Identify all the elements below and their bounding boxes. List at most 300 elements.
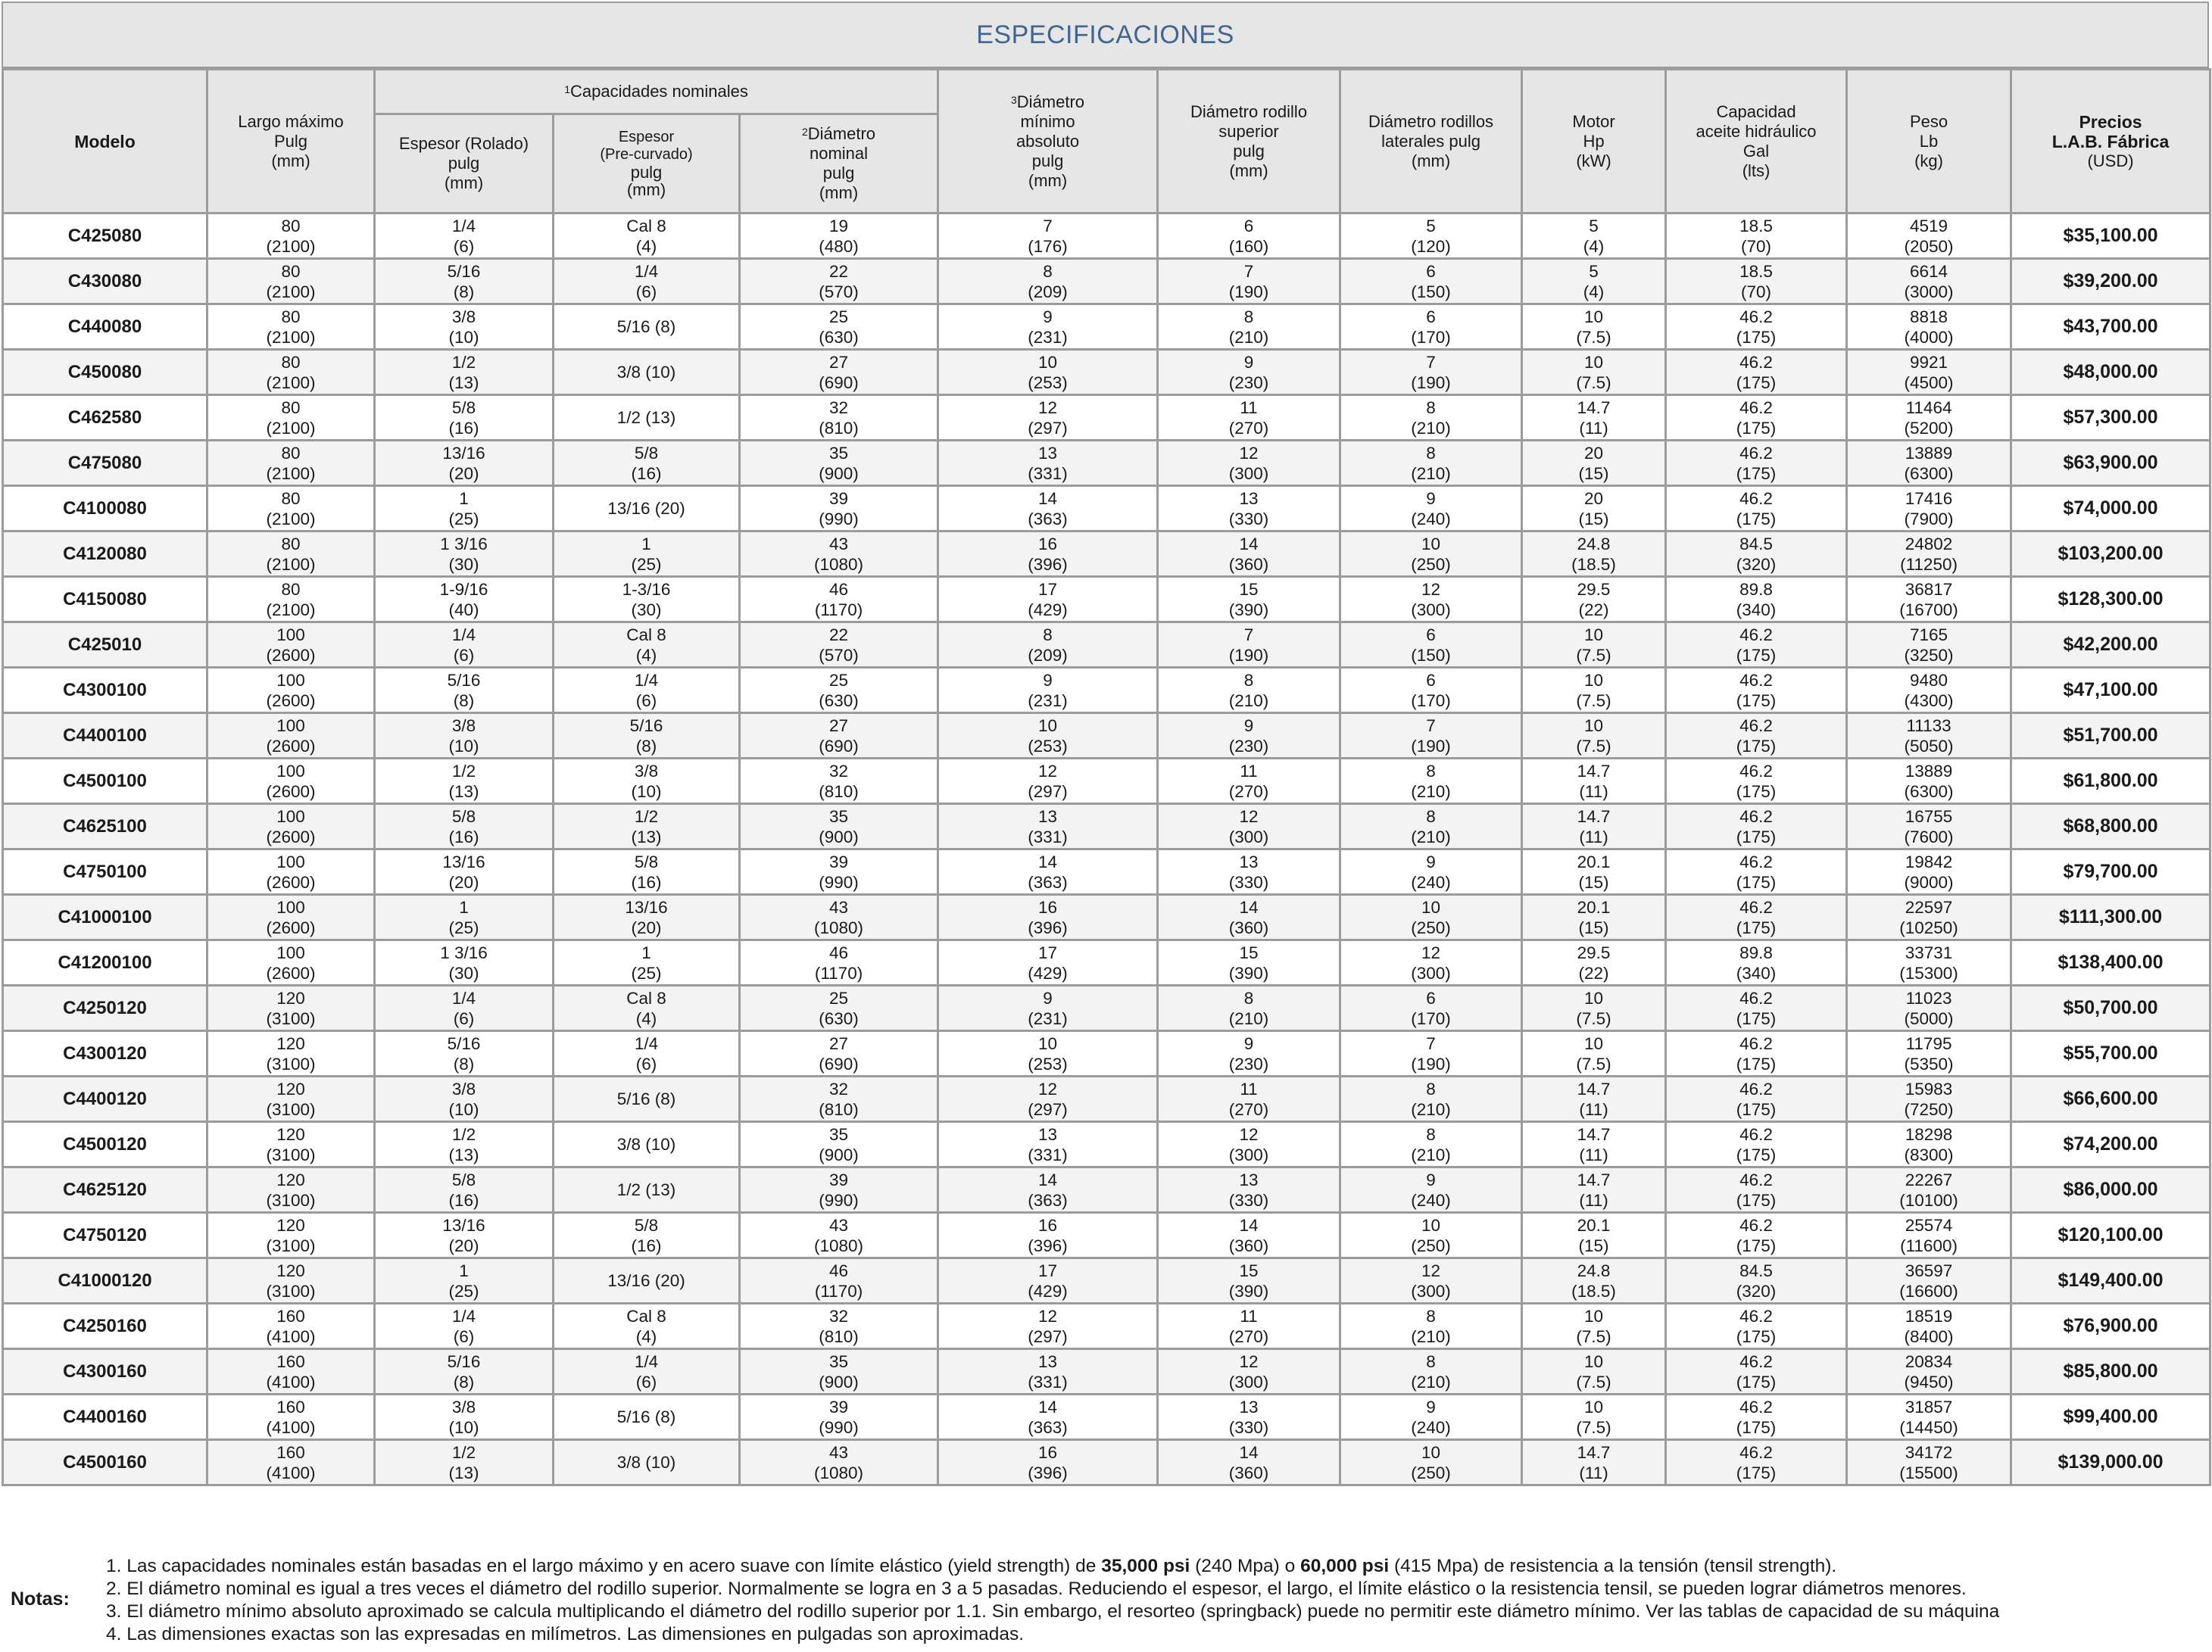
cell-esp-rol: 5/16 (8) (375, 1349, 554, 1395)
cell-aceite: 46.2 (175) (1666, 849, 1847, 895)
cell-aceite: 46.2 (175) (1666, 1304, 1847, 1349)
cell-motor: 10 (7.5) (1522, 304, 1666, 350)
cell-rod-sup: 7 (190) (1158, 259, 1340, 304)
cell-rod-sup: 13 (330) (1158, 1167, 1340, 1213)
cell-aceite: 46.2 (175) (1666, 668, 1847, 713)
cell-precio: $120,100.00 (2011, 1213, 2210, 1258)
cell-motor: 20.1 (15) (1522, 895, 1666, 940)
cell-esp-pre: Cal 8 (4) (554, 214, 740, 259)
cell-rod-sup: 14 (360) (1158, 1440, 1340, 1485)
cell-aceite: 89.8 (340) (1666, 940, 1847, 986)
note-item: 1. Las capacidades nominales están basadas en el largo máximo y en acero suave con límite elástico (yield strength) de 35,000 psi (240 Mpa) o 60,000 psi (415 Mpa) de resistencia a la tensión (tensil strength). (106, 1556, 1837, 1576)
cell-esp-pre: Cal 8 (4) (554, 1304, 740, 1349)
cell-rod-sup: 8 (210) (1158, 304, 1340, 350)
cell-precio: $50,700.00 (2011, 986, 2210, 1031)
cell-rod-lat: 12 (300) (1340, 577, 1522, 622)
cell-motor: 10 (7.5) (1522, 622, 1666, 668)
cell-esp-pre: 5/16 (8) (554, 304, 740, 350)
cell-largo: 120 (3100) (207, 986, 375, 1031)
cell-largo: 160 (4100) (207, 1349, 375, 1395)
table-row (3, 1122, 2210, 1167)
cell-motor: 14.7 (11) (1522, 1077, 1666, 1122)
cell-esp-rol: 1/2 (13) (375, 759, 554, 804)
cell-esp-rol: 5/8 (16) (375, 1167, 554, 1213)
cell-diam-nom: 39 (990) (740, 849, 938, 895)
cell-aceite: 46.2 (175) (1666, 1122, 1847, 1167)
header-diametro-minimo: $^3$Diámetro mínimo absoluto pulg (mm) (938, 70, 1158, 214)
cell-aceite: 84.5 (320) (1666, 1258, 1847, 1304)
cell-rod-lat: 10 (250) (1340, 1213, 1522, 1258)
cell-diam-min: 9 (231) (938, 304, 1158, 350)
cell-esp-rol: 5/16 (8) (375, 259, 554, 304)
cell-motor: 10 (7.5) (1522, 350, 1666, 395)
cell-esp-pre: 1/4 (6) (554, 1349, 740, 1395)
cell-precio: $103,200.00 (2011, 531, 2210, 577)
cell-diam-min: 10 (253) (938, 713, 1158, 759)
cell-largo: 80 (2100) (207, 350, 375, 395)
cell-aceite: 46.2 (175) (1666, 1031, 1847, 1077)
cell-peso: 6614 (3000) (1847, 259, 2011, 304)
cell-largo: 100 (2600) (207, 895, 375, 940)
note-item: 4. Las dimensiones exactas son las expresadas en milímetros. Las dimensiones en pulgadas son aproximadas. (106, 1624, 1025, 1644)
cell-rod-lat: 5 (120) (1340, 214, 1522, 259)
cell-largo: 120 (3100) (207, 1031, 375, 1077)
cell-precio: $85,800.00 (2011, 1349, 2210, 1395)
cell-modelo: C41200100 (3, 940, 207, 986)
cell-motor: 20.1 (15) (1522, 849, 1666, 895)
cell-rod-sup: 13 (330) (1158, 486, 1340, 531)
cell-peso: 18519 (8400) (1847, 1304, 2011, 1349)
cell-rod-lat: 10 (250) (1340, 895, 1522, 940)
cell-diam-nom: 25 (630) (740, 668, 938, 713)
cell-diam-min: 9 (231) (938, 668, 1158, 713)
cell-esp-rol: 1 (25) (375, 1258, 554, 1304)
cell-largo: 120 (3100) (207, 1167, 375, 1213)
cell-esp-rol: 1/4 (6) (375, 1304, 554, 1349)
cell-rod-lat: 8 (210) (1340, 759, 1522, 804)
cell-largo: 80 (2100) (207, 259, 375, 304)
cell-aceite: 46.2 (175) (1666, 986, 1847, 1031)
cell-motor: 14.7 (11) (1522, 1440, 1666, 1485)
cell-esp-pre: 3/8 (10) (554, 1440, 740, 1485)
cell-aceite: 46.2 (175) (1666, 304, 1847, 350)
cell-largo: 160 (4100) (207, 1304, 375, 1349)
cell-rod-lat: 6 (150) (1340, 622, 1522, 668)
cell-peso: 11464 (5200) (1847, 395, 2011, 441)
cell-esp-pre: 1 (25) (554, 940, 740, 986)
specifications-table (2, 68, 2211, 1486)
cell-aceite: 46.2 (175) (1666, 1349, 1847, 1395)
cell-aceite: 18.5 (70) (1666, 259, 1847, 304)
cell-rod-sup: 6 (160) (1158, 214, 1340, 259)
cell-esp-pre: 1/2 (13) (554, 804, 740, 849)
note-item: 3. El diámetro mínimo absoluto aproximado se calcula multiplicando el diámetro del rodillo superior por 1.1. Sin embargo, el resorteo (springback) puede no permitir este diámetro mínimo. Ver las tablas de capacidad de su máquina (106, 1601, 2000, 1622)
cell-diam-nom: 32 (810) (740, 759, 938, 804)
table-row (3, 849, 2210, 895)
cell-rod-sup: 9 (230) (1158, 1031, 1340, 1077)
cell-rod-lat: 6 (150) (1340, 259, 1522, 304)
cell-diam-nom: 39 (990) (740, 1395, 938, 1440)
cell-rod-lat: 6 (170) (1340, 304, 1522, 350)
table-row (3, 759, 2210, 804)
cell-esp-rol: 5/8 (16) (375, 395, 554, 441)
table-row (3, 486, 2210, 531)
cell-diam-nom: 19 (480) (740, 214, 938, 259)
page-title: ESPECIFICACIONES (976, 20, 1234, 49)
cell-peso: 25574 (11600) (1847, 1213, 2011, 1258)
cell-precio: $68,800.00 (2011, 804, 2210, 849)
cell-diam-min: 8 (209) (938, 259, 1158, 304)
cell-diam-min: 10 (253) (938, 1031, 1158, 1077)
cell-modelo: C4500100 (3, 759, 207, 804)
cell-peso: 31857 (14450) (1847, 1395, 2011, 1440)
cell-esp-rol: 1/4 (6) (375, 214, 554, 259)
cell-diam-min: 13 (331) (938, 1349, 1158, 1395)
cell-motor: 10 (7.5) (1522, 1031, 1666, 1077)
cell-motor: 20 (15) (1522, 441, 1666, 486)
cell-esp-pre: 3/8 (10) (554, 350, 740, 395)
cell-rod-sup: 13 (330) (1158, 1395, 1340, 1440)
cell-modelo: C4400100 (3, 713, 207, 759)
cell-diam-nom: 46 (1170) (740, 1258, 938, 1304)
cell-esp-rol: 5/16 (8) (375, 1031, 554, 1077)
cell-largo: 120 (3100) (207, 1258, 375, 1304)
cell-rod-sup: 9 (230) (1158, 350, 1340, 395)
cell-motor: 14.7 (11) (1522, 1167, 1666, 1213)
table-row (3, 259, 2210, 304)
cell-rod-sup: 9 (230) (1158, 713, 1340, 759)
cell-rod-lat: 6 (170) (1340, 668, 1522, 713)
cell-rod-lat: 8 (210) (1340, 1349, 1522, 1395)
cell-peso: 33731 (15300) (1847, 940, 2011, 986)
cell-rod-lat: 8 (210) (1340, 395, 1522, 441)
cell-aceite: 46.2 (175) (1666, 622, 1847, 668)
cell-diam-nom: 22 (570) (740, 622, 938, 668)
cell-aceite: 46.2 (175) (1666, 1395, 1847, 1440)
cell-rod-lat: 9 (240) (1340, 1167, 1522, 1213)
cell-aceite: 46.2 (175) (1666, 1077, 1847, 1122)
cell-esp-pre: 5/8 (16) (554, 441, 740, 486)
cell-precio: $79,700.00 (2011, 849, 2210, 895)
table-row (3, 1167, 2210, 1213)
cell-modelo: C462580 (3, 395, 207, 441)
cell-precio: $111,300.00 (2011, 895, 2210, 940)
cell-diam-min: 14 (363) (938, 849, 1158, 895)
cell-modelo: C4750120 (3, 1213, 207, 1258)
cell-peso: 7165 (3250) (1847, 622, 2011, 668)
cell-diam-nom: 43 (1080) (740, 1440, 938, 1485)
cell-esp-pre: 3/8 (10) (554, 759, 740, 804)
cell-diam-min: 12 (297) (938, 1304, 1158, 1349)
header-aceite: Capacidad aceite hidráulico Gal (lts) (1666, 70, 1847, 214)
cell-rod-lat: 9 (240) (1340, 849, 1522, 895)
table-row (3, 622, 2210, 668)
cell-precio: $61,800.00 (2011, 759, 2210, 804)
cell-diam-min: 16 (396) (938, 1440, 1158, 1485)
cell-motor: 29.5 (22) (1522, 940, 1666, 986)
cell-peso: 13889 (6300) (1847, 441, 2011, 486)
cell-motor: 14.7 (11) (1522, 1122, 1666, 1167)
cell-rod-lat: 8 (210) (1340, 1122, 1522, 1167)
cell-modelo: C4250160 (3, 1304, 207, 1349)
cell-diam-min: 14 (363) (938, 486, 1158, 531)
cell-diam-nom: 32 (810) (740, 1304, 938, 1349)
cell-peso: 8818 (4000) (1847, 304, 2011, 350)
table-row (3, 713, 2210, 759)
cell-rod-lat: 8 (210) (1340, 1077, 1522, 1122)
cell-modelo: C425010 (3, 622, 207, 668)
cell-rod-sup: 8 (210) (1158, 986, 1340, 1031)
cell-peso: 17416 (7900) (1847, 486, 2011, 531)
table-row (3, 1440, 2210, 1485)
cell-precio: $138,400.00 (2011, 940, 2210, 986)
cell-largo: 160 (4100) (207, 1395, 375, 1440)
cell-rod-sup: 15 (390) (1158, 940, 1340, 986)
cell-esp-pre: 1/4 (6) (554, 1031, 740, 1077)
cell-diam-nom: 22 (570) (740, 259, 938, 304)
cell-diam-min: 12 (297) (938, 759, 1158, 804)
cell-largo: 80 (2100) (207, 577, 375, 622)
cell-esp-pre: 3/8 (10) (554, 1122, 740, 1167)
cell-diam-nom: 27 (690) (740, 350, 938, 395)
cell-esp-pre: 13/16 (20) (554, 895, 740, 940)
cell-diam-nom: 27 (690) (740, 1031, 938, 1077)
header-espesor-precurvado: Espesor (Pre-curvado) pulg (mm) (554, 114, 740, 214)
cell-rod-sup: 11 (270) (1158, 395, 1340, 441)
cell-motor: 10 (7.5) (1522, 713, 1666, 759)
cell-esp-rol: 1 3/16 (30) (375, 531, 554, 577)
cell-diam-nom: 39 (990) (740, 486, 938, 531)
cell-esp-pre: 1/4 (6) (554, 668, 740, 713)
cell-esp-pre: 5/8 (16) (554, 1213, 740, 1258)
cell-precio: $149,400.00 (2011, 1258, 2210, 1304)
cell-modelo: C430080 (3, 259, 207, 304)
cell-precio: $128,300.00 (2011, 577, 2210, 622)
cell-diam-min: 13 (331) (938, 804, 1158, 849)
cell-motor: 10 (7.5) (1522, 986, 1666, 1031)
notes-section (0, 1549, 2212, 1652)
cell-aceite: 46.2 (175) (1666, 486, 1847, 531)
cell-largo: 120 (3100) (207, 1213, 375, 1258)
cell-aceite: 46.2 (175) (1666, 895, 1847, 940)
cell-diam-nom: 32 (810) (740, 395, 938, 441)
cell-esp-rol: 1 3/16 (30) (375, 940, 554, 986)
cell-esp-pre: 13/16 (20) (554, 1258, 740, 1304)
cell-diam-min: 8 (209) (938, 622, 1158, 668)
cell-modelo: C4400160 (3, 1395, 207, 1440)
cell-diam-nom: 43 (1080) (740, 895, 938, 940)
table-row (3, 1258, 2210, 1304)
cell-rod-sup: 14 (360) (1158, 895, 1340, 940)
cell-modelo: C4300160 (3, 1349, 207, 1395)
cell-rod-sup: 12 (300) (1158, 1349, 1340, 1395)
cell-diam-nom: 39 (990) (740, 1167, 938, 1213)
cell-precio: $42,200.00 (2011, 622, 2210, 668)
cell-motor: 14.7 (11) (1522, 804, 1666, 849)
table-row (3, 441, 2210, 486)
cell-largo: 80 (2100) (207, 304, 375, 350)
cell-diam-nom: 43 (1080) (740, 1213, 938, 1258)
cell-motor: 24.8 (18.5) (1522, 1258, 1666, 1304)
cell-largo: 120 (3100) (207, 1077, 375, 1122)
cell-largo: 100 (2600) (207, 849, 375, 895)
cell-motor: 5 (4) (1522, 259, 1666, 304)
cell-diam-min: 16 (396) (938, 895, 1158, 940)
cell-motor: 20 (15) (1522, 486, 1666, 531)
cell-aceite: 46.2 (175) (1666, 1167, 1847, 1213)
cell-modelo: C4500160 (3, 1440, 207, 1485)
cell-precio: $43,700.00 (2011, 304, 2210, 350)
cell-esp-rol: 13/16 (20) (375, 849, 554, 895)
cell-esp-rol: 3/8 (10) (375, 304, 554, 350)
cell-peso: 36817 (16700) (1847, 577, 2011, 622)
cell-esp-rol: 13/16 (20) (375, 441, 554, 486)
cell-modelo: C4625120 (3, 1167, 207, 1213)
notes-list (106, 1555, 1999, 1646)
cell-rod-sup: 15 (390) (1158, 1258, 1340, 1304)
cell-diam-min: 12 (297) (938, 395, 1158, 441)
cell-aceite: 18.5 (70) (1666, 214, 1847, 259)
cell-esp-pre: 13/16 (20) (554, 486, 740, 531)
cell-esp-pre: 1/4 (6) (554, 259, 740, 304)
cell-diam-nom: 25 (630) (740, 304, 938, 350)
cell-modelo: C4120080 (3, 531, 207, 577)
cell-motor: 29.5 (22) (1522, 577, 1666, 622)
cell-diam-nom: 27 (690) (740, 713, 938, 759)
cell-rod-lat: 6 (170) (1340, 986, 1522, 1031)
cell-peso: 13889 (6300) (1847, 759, 2011, 804)
cell-aceite: 46.2 (175) (1666, 804, 1847, 849)
table-header (3, 70, 2210, 214)
cell-diam-min: 9 (231) (938, 986, 1158, 1031)
cell-largo: 80 (2100) (207, 486, 375, 531)
cell-motor: 5 (4) (1522, 214, 1666, 259)
cell-esp-rol: 3/8 (10) (375, 1077, 554, 1122)
cell-rod-lat: 9 (240) (1340, 486, 1522, 531)
cell-rod-lat: 8 (210) (1340, 441, 1522, 486)
cell-precio: $139,000.00 (2011, 1440, 2210, 1485)
cell-rod-sup: 14 (360) (1158, 1213, 1340, 1258)
table-body (3, 214, 2210, 1485)
cell-peso: 15983 (7250) (1847, 1077, 2011, 1122)
cell-precio: $51,700.00 (2011, 713, 2210, 759)
cell-diam-min: 17 (429) (938, 940, 1158, 986)
cell-peso: 19842 (9000) (1847, 849, 2011, 895)
cell-modelo: C425080 (3, 214, 207, 259)
cell-rod-sup: 14 (360) (1158, 531, 1340, 577)
cell-diam-nom: 35 (900) (740, 804, 938, 849)
cell-diam-nom: 46 (1170) (740, 577, 938, 622)
cell-motor: 20.1 (15) (1522, 1213, 1666, 1258)
cell-precio: $39,200.00 (2011, 259, 2210, 304)
note-item: 2. El diámetro nominal es igual a tres veces el diámetro del rodillo superior. Normalmente se logra en 3 a 5 pasadas. Reduciendo el espesor, el largo, el límite elástico o la resistencia tensil, se pueden lograr diámetros menores. (106, 1579, 1967, 1599)
cell-rod-sup: 13 (330) (1158, 849, 1340, 895)
table-row (3, 531, 2210, 577)
cell-rod-lat: 10 (250) (1340, 1440, 1522, 1485)
header-diametro-nominal: $^2$Diámetro nominal pulg (mm) (740, 114, 938, 214)
cell-diam-nom: 32 (810) (740, 1077, 938, 1122)
cell-precio: $47,100.00 (2011, 668, 2210, 713)
cell-esp-pre: 1/2 (13) (554, 1167, 740, 1213)
table-row (3, 1395, 2210, 1440)
cell-diam-min: 13 (331) (938, 1122, 1158, 1167)
cell-rod-sup: 12 (300) (1158, 804, 1340, 849)
cell-largo: 100 (2600) (207, 804, 375, 849)
header-capacidades: $^1$Capacidades nominales (375, 70, 938, 114)
cell-precio: $74,000.00 (2011, 486, 2210, 531)
cell-motor: 14.7 (11) (1522, 759, 1666, 804)
cell-diam-min: 12 (297) (938, 1077, 1158, 1122)
cell-diam-min: 16 (396) (938, 1213, 1158, 1258)
cell-peso: 4519 (2050) (1847, 214, 2011, 259)
cell-rod-lat: 9 (240) (1340, 1395, 1522, 1440)
cell-peso: 11023 (5000) (1847, 986, 2011, 1031)
cell-aceite: 46.2 (175) (1666, 1440, 1847, 1485)
cell-precio: $76,900.00 (2011, 1304, 2210, 1349)
cell-modelo: C4150080 (3, 577, 207, 622)
cell-peso: 22267 (10100) (1847, 1167, 2011, 1213)
cell-aceite: 89.8 (340) (1666, 577, 1847, 622)
cell-esp-rol: 1 (25) (375, 895, 554, 940)
cell-rod-sup: 12 (300) (1158, 441, 1340, 486)
cell-modelo: C4625100 (3, 804, 207, 849)
cell-aceite: 46.2 (175) (1666, 713, 1847, 759)
cell-rod-sup: 8 (210) (1158, 668, 1340, 713)
table-row (3, 1077, 2210, 1122)
cell-peso: 16755 (7600) (1847, 804, 2011, 849)
cell-peso: 18298 (8300) (1847, 1122, 2011, 1167)
cell-esp-pre: 5/16 (8) (554, 1077, 740, 1122)
cell-largo: 80 (2100) (207, 531, 375, 577)
cell-largo: 100 (2600) (207, 940, 375, 986)
cell-esp-rol: 3/8 (10) (375, 1395, 554, 1440)
cell-rod-sup: 7 (190) (1158, 622, 1340, 668)
cell-largo: 100 (2600) (207, 713, 375, 759)
cell-rod-lat: 7 (190) (1340, 1031, 1522, 1077)
cell-diam-min: 17 (429) (938, 1258, 1158, 1304)
cell-diam-min: 13 (331) (938, 441, 1158, 486)
cell-rod-sup: 11 (270) (1158, 1077, 1340, 1122)
cell-modelo: C41000100 (3, 895, 207, 940)
cell-rod-sup: 15 (390) (1158, 577, 1340, 622)
cell-modelo: C450080 (3, 350, 207, 395)
cell-peso: 36597 (16600) (1847, 1258, 2011, 1304)
header-rodillo-superior: Diámetro rodillo superior pulg (mm) (1158, 70, 1340, 214)
cell-modelo: C4400120 (3, 1077, 207, 1122)
cell-motor: 10 (7.5) (1522, 668, 1666, 713)
table-row (3, 304, 2210, 350)
cell-aceite: 46.2 (175) (1666, 759, 1847, 804)
cell-esp-rol: 5/8 (16) (375, 804, 554, 849)
cell-precio: $66,600.00 (2011, 1077, 2210, 1122)
cell-diam-nom: 43 (1080) (740, 531, 938, 577)
cell-precio: $57,300.00 (2011, 395, 2210, 441)
cell-rod-lat: 8 (210) (1340, 804, 1522, 849)
cell-esp-pre: 5/8 (16) (554, 849, 740, 895)
cell-diam-min: 16 (396) (938, 531, 1158, 577)
cell-peso: 11133 (5050) (1847, 713, 2011, 759)
cell-modelo: C4500120 (3, 1122, 207, 1167)
cell-precio: $86,000.00 (2011, 1167, 2210, 1213)
cell-diam-nom: 35 (900) (740, 1122, 938, 1167)
cell-modelo: C41000120 (3, 1258, 207, 1304)
title-bar (2, 2, 2209, 68)
cell-diam-min: 17 (429) (938, 577, 1158, 622)
cell-diam-nom: 35 (900) (740, 1349, 938, 1395)
cell-rod-lat: 7 (190) (1340, 713, 1522, 759)
table-row (3, 804, 2210, 849)
cell-motor: 10 (7.5) (1522, 1395, 1666, 1440)
